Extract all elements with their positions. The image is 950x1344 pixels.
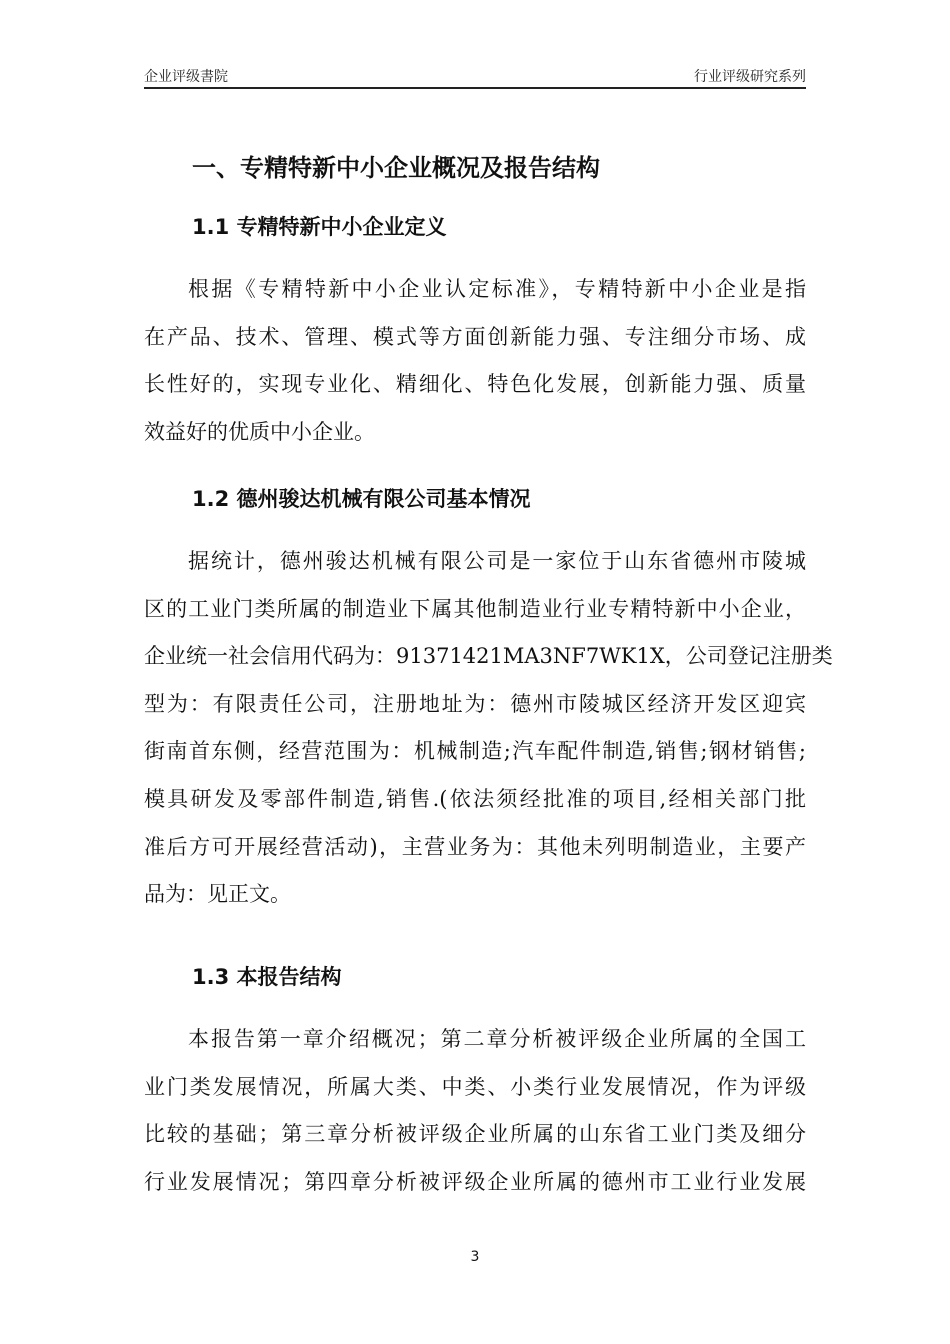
text-line: 在产品、技术、管理、模式等方面创新能力强、专注细分市场、成 xyxy=(144,324,806,349)
text-line: 据统计，德州骏达机械有限公司是一家位于山东省德州市陵城 xyxy=(188,549,806,573)
subsection-heading-1-1: 1.1 专精特新中小企业定义 xyxy=(192,215,447,239)
header-right-title: 行业评级研究系列 xyxy=(694,69,806,85)
paragraph-definition xyxy=(144,266,806,456)
text-line: 比较的基础；第三章分析被评级企业所属的山东省工业门类及细分 xyxy=(144,1122,806,1147)
text-line: 型为：有限责任公司，注册地址为：德州市陵城区经济开发区迎宾 xyxy=(144,691,806,716)
text-line: 街南首东侧，经营范围为：机械制造;汽车配件制造,销售;钢材销售; xyxy=(144,739,806,764)
page-number: 3 xyxy=(470,1249,480,1265)
text-line: 品为：见正文。 xyxy=(144,882,291,907)
text-line: 效益好的优质中小企业。 xyxy=(144,419,375,444)
text-line: 本报告第一章介绍概况；第二章分析被评级企业所属的全国工 xyxy=(188,1027,806,1051)
subsection-heading-1-2: 1.2 德州骏达机械有限公司基本情况 xyxy=(192,487,531,511)
text-line: 企业统一社会信用代码为：91371421MA3NF7WK1X，公司登记注册类 xyxy=(144,644,833,669)
text-line: 准后方可开展经营活动)，主营业务为：其他未列明制造业，主要产 xyxy=(144,834,806,859)
text-line: 行业发展情况；第四章分析被评级企业所属的德州市工业行业发展 xyxy=(144,1169,806,1194)
header-left-title: 企业评级書院 xyxy=(144,69,228,85)
header-divider xyxy=(144,87,806,89)
paragraph-report-structure xyxy=(144,1016,806,1206)
paragraph-company-info xyxy=(144,538,833,919)
text-line: 区的工业门类所属的制造业下属其他制造业行业专精特新中小企业， xyxy=(144,596,806,621)
text-line: 根据《专精特新中小企业认定标准》，专精特新中小企业是指 xyxy=(188,277,806,301)
section-heading: 一、专精特新中小企业概况及报告结构 xyxy=(192,154,600,182)
subsection-heading-1-3: 1.3 本报告结构 xyxy=(192,965,342,989)
text-line: 模具研发及零部件制造,销售.(依法须经批准的项目,经相关部门批 xyxy=(144,786,806,811)
text-line: 业门类发展情况，所属大类、中类、小类行业发展情况，作为评级 xyxy=(144,1074,806,1099)
text-line: 长性好的，实现专业化、精细化、特色化发展，创新能力强、质量 xyxy=(144,372,806,397)
